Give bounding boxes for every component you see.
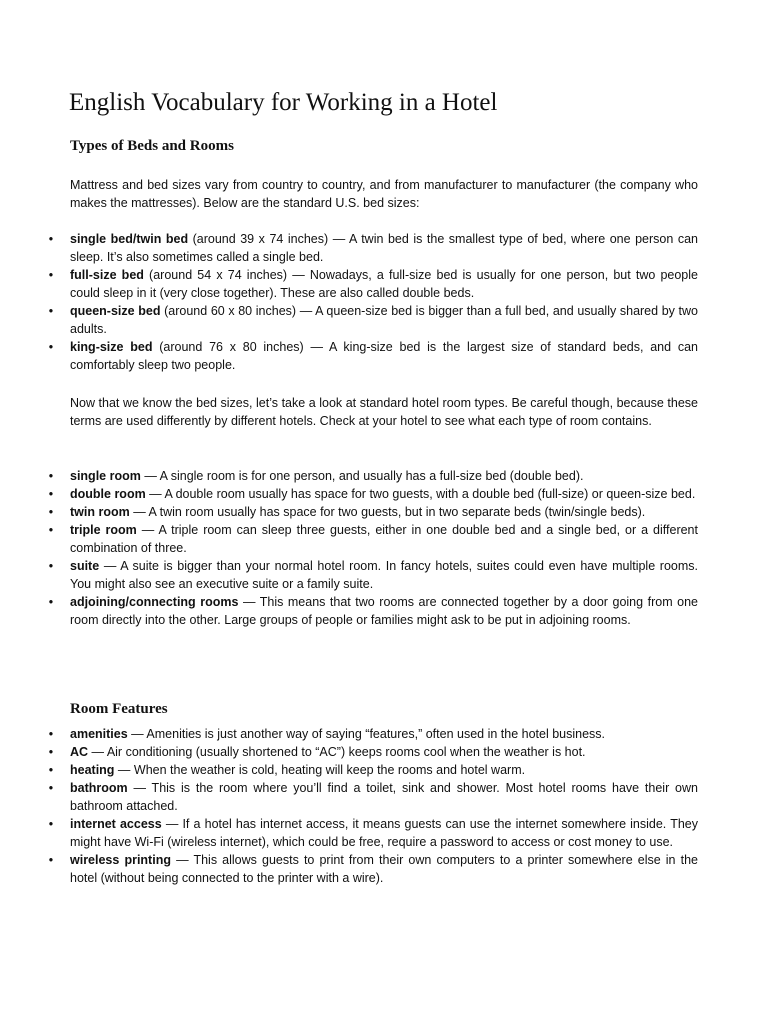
vocab-definition: (around 54 x 74 inches) — Nowadays, a full-size bed is usually for one person, but two people could sleep in it (very close together). These are also called double beds. [70,268,698,300]
vocab-term: triple room [70,523,137,537]
bullet-icon: • [48,595,54,609]
list-item [0,266,698,302]
list-item [0,779,698,815]
vocab-term: double room [70,487,146,501]
bullet-icon: • [48,853,54,867]
section-heading-room-features: Room Features [70,701,168,717]
vocab-term: amenities [70,727,128,741]
vocab-definition: — A twin room usually has space for two guests, but in two separate beds (twin/single beds). [129,505,646,519]
vocab-definition: (around 39 x 74 inches) — A twin bed is the smallest type of bed, where one person can sleep. It’s also sometimes called a single bed. [70,232,698,264]
vocab-definition: — This is the room where you’ll find a toilet, sink and shower. Most hotel rooms have their own bathroom attached. [70,781,698,813]
list-item [0,815,698,851]
vocab-term: twin room [70,505,130,519]
vocab-definition: — When the weather is cold, heating will keep the rooms and hotel warm. [114,763,526,777]
page-title: English Vocabulary for Working in a Hotel [69,89,498,116]
vocab-term: AC [70,745,89,759]
bullet-icon: • [48,781,54,795]
vocab-definition: — A double room usually has space for two guests, with a double bed (full-size) or queen-size bed. [145,487,696,501]
list-item [0,302,698,338]
bullet-icon: • [48,304,54,318]
vocab-term: queen-size bed [70,304,161,318]
list-item [0,593,698,629]
room-types-paragraph: Now that we know the bed sizes, let’s take a look at standard hotel room types. Be careful though, because these terms are used differently by different hotels. Check at your hotel to see what each type of room contains. [70,396,698,428]
list-item [0,485,698,503]
vocab-term: wireless printing [70,853,171,867]
intro-paragraph: Mattress and bed sizes vary from country to country, and from manufacturer to manufacturer (the company who makes the mattresses). Below are the standard U.S. bed sizes: [70,178,698,210]
list-item [0,851,698,887]
vocab-term: internet access [70,817,162,831]
bed-sizes-list [0,230,768,374]
section-heading-beds-rooms: Types of Beds and Rooms [70,138,234,154]
vocab-term: heating [70,763,115,777]
list-item [0,521,698,557]
list-item [0,557,698,593]
vocab-definition: — Amenities is just another way of saying “features,” often used in the hotel business. [127,727,606,741]
vocab-term: suite [70,559,100,573]
bullet-icon: • [48,523,54,537]
bullet-icon: • [48,817,54,831]
list-item [0,338,698,374]
vocab-term: single room [70,469,141,483]
list-item [0,503,698,521]
list-item [0,743,698,761]
vocab-definition: (around 60 x 80 inches) — A queen-size bed is bigger than a full bed, and usually shared by two adults. [70,304,699,336]
vocab-definition: — A triple room can sleep three guests, either in one double bed and a single bed, or a different combination of three. [70,523,698,555]
vocab-term: adjoining/connecting rooms [70,595,239,609]
room-types-list [0,467,768,629]
vocab-term: king-size bed [70,340,153,354]
bullet-icon: • [48,763,54,777]
vocab-definition: — If a hotel has internet access, it means guests can use the internet somewhere inside. They might have Wi-Fi (wireless internet), which could be free, require a password to access or cost money to use. [70,817,698,849]
vocab-definition: — A single room is for one person, and usually has a full-size bed (double bed). [140,469,584,483]
vocab-definition: — This allows guests to print from their own computers to a printer somewhere else in the hotel (without being connected to the printer with a wire). [70,853,698,885]
bullet-icon: • [48,268,54,282]
vocab-definition: (around 76 x 80 inches) — A king-size bed is the largest size of standard beds, and can comfortably sleep two people. [70,340,698,372]
vocab-definition: — A suite is bigger than your normal hotel room. In fancy hotels, suites could even have multiple rooms. You might also see an executive suite or a family suite. [70,559,698,591]
bullet-icon: • [48,745,54,759]
vocab-term: full-size bed [70,268,144,282]
vocab-term: bathroom [70,781,128,795]
vocab-definition: — Air conditioning (usually shortened to “AC”) keeps rooms cool when the weather is hot. [88,745,586,759]
bullet-icon: • [48,487,54,501]
list-item [0,230,698,266]
bullet-icon: • [48,727,54,741]
vocab-definition: — This means that two rooms are connected together by a door going from one room directly into the other. Large groups of people or families might ask to be put in adjoining rooms. [70,595,698,627]
bullet-icon: • [48,505,54,519]
bullet-icon: • [48,340,54,354]
bullet-icon: • [48,469,54,483]
list-item [0,467,698,485]
vocab-term: single bed/twin bed [70,232,189,246]
bullet-icon: • [48,232,54,246]
list-item [0,761,698,779]
bullet-icon: • [48,559,54,573]
list-item [0,725,698,743]
room-features-list [0,725,768,887]
